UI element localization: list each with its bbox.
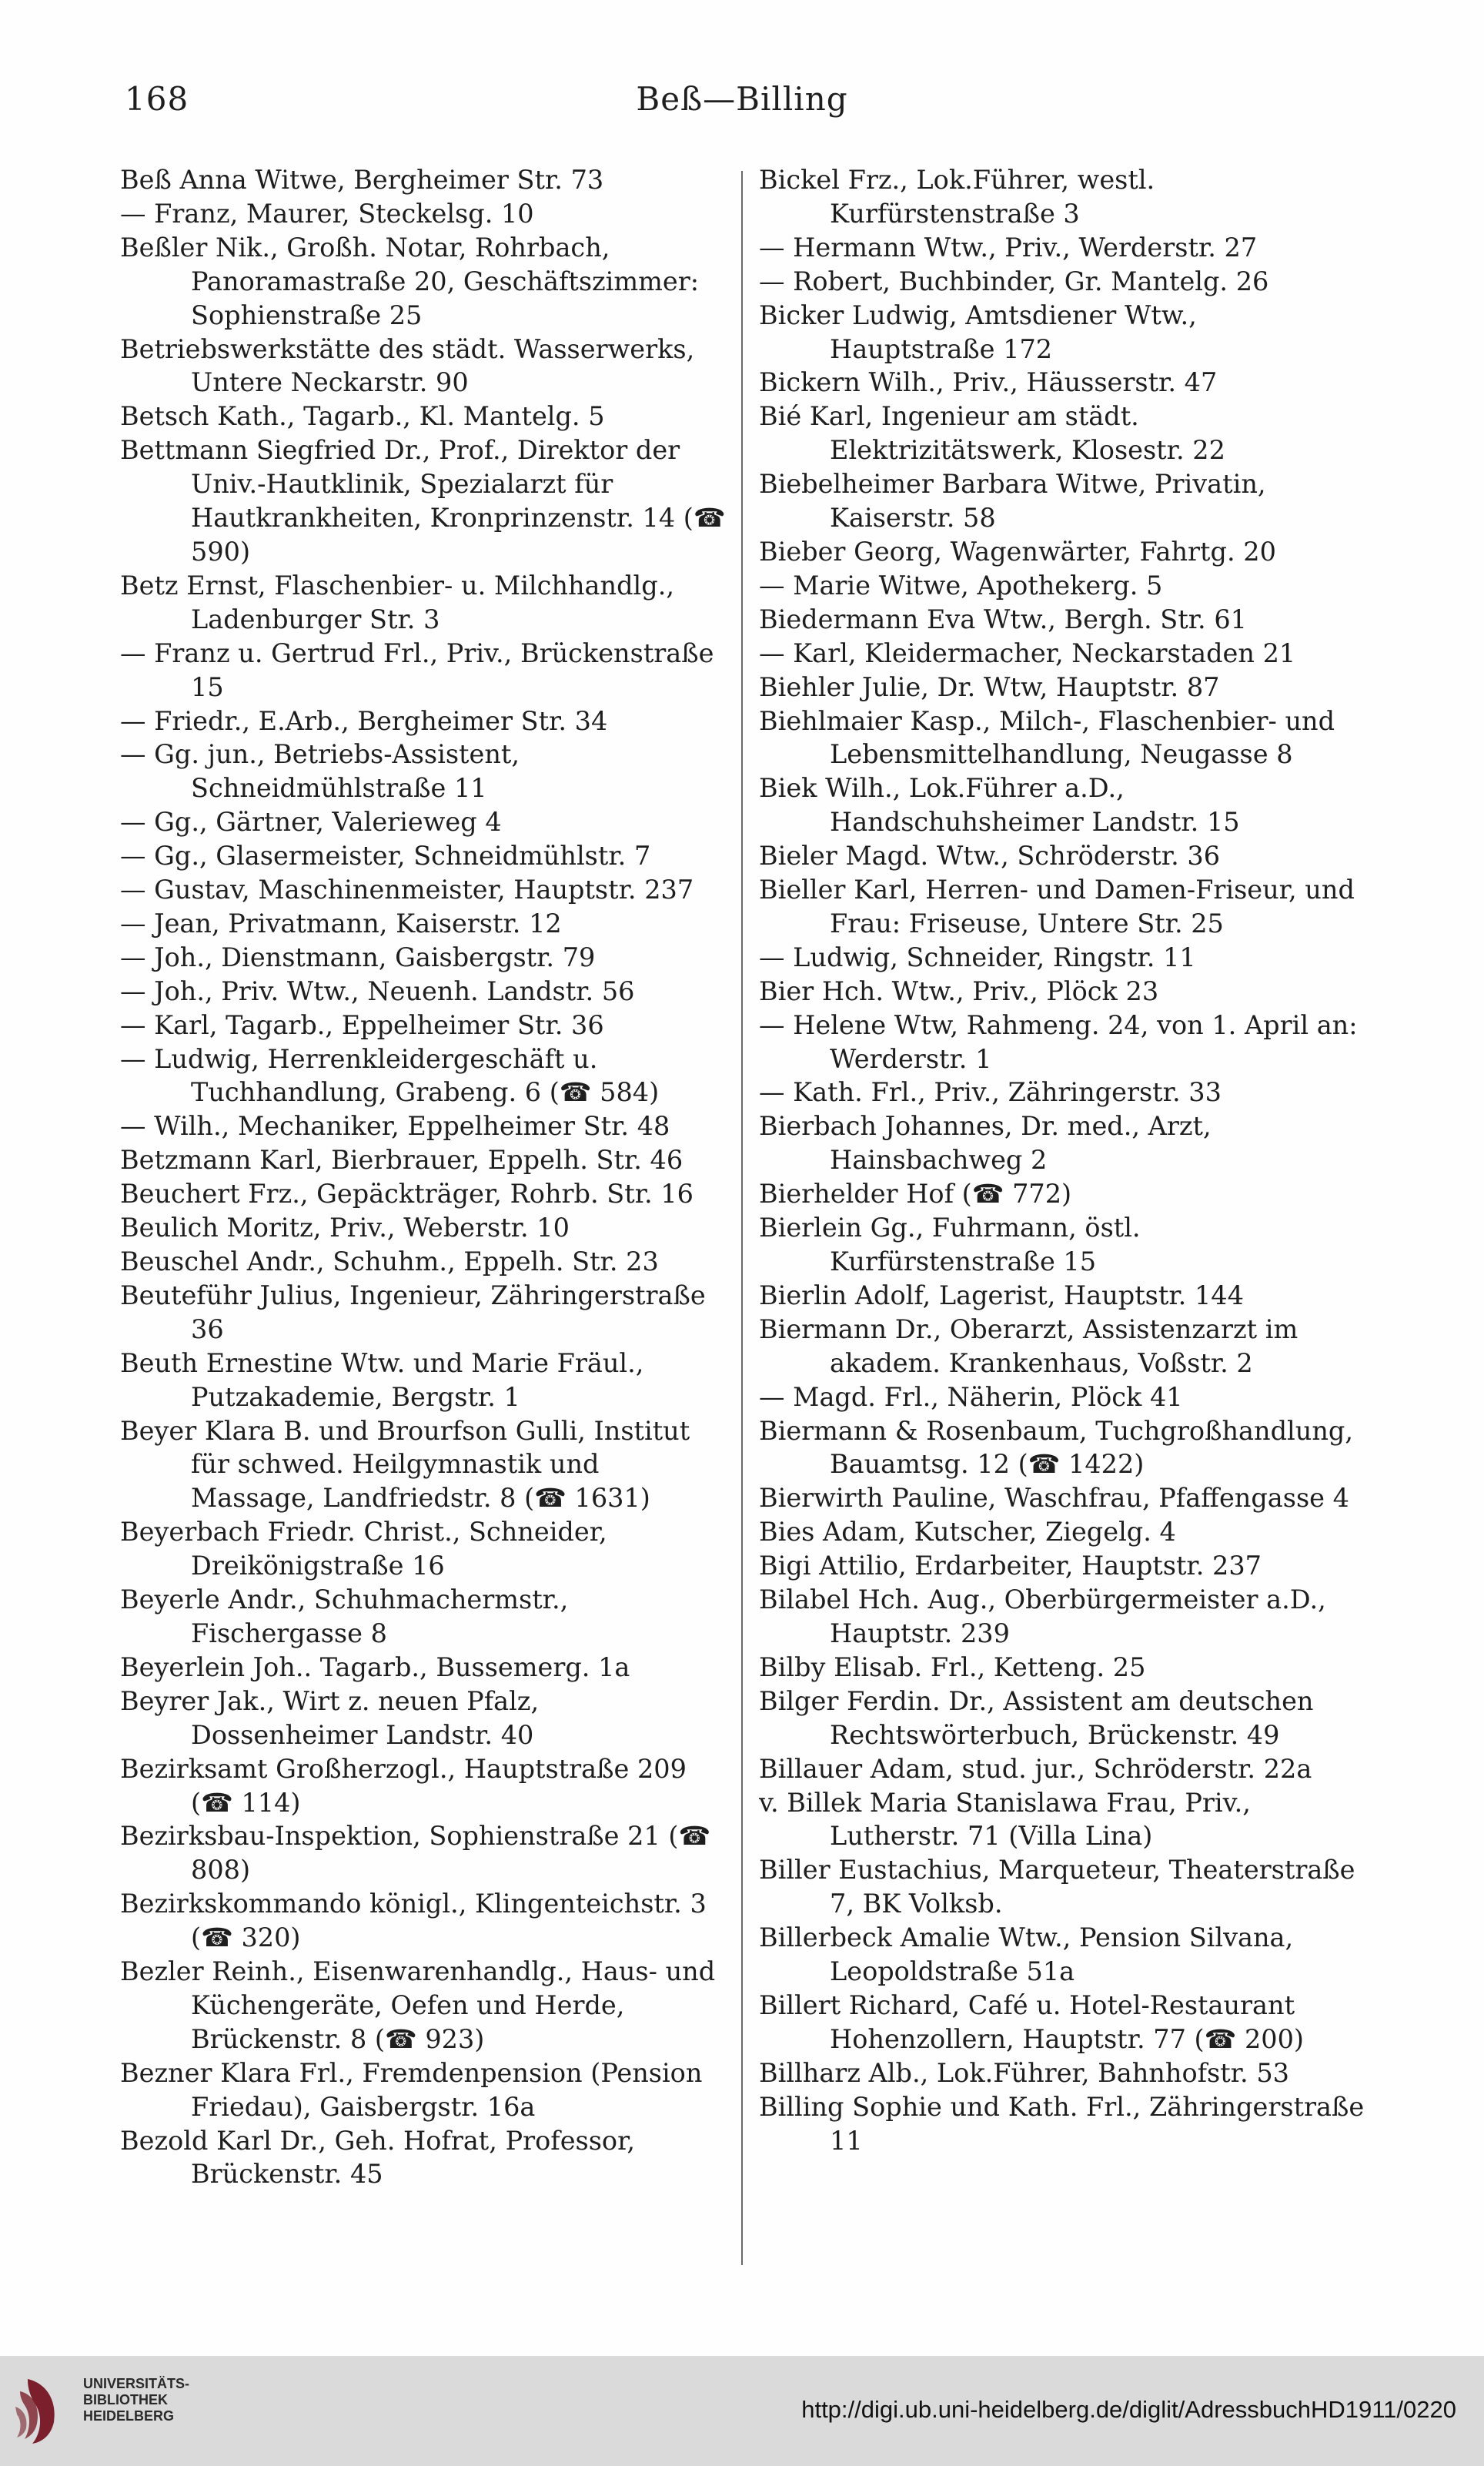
directory-entry: Bier Hch. Wtw., Priv., Plöck 23 <box>759 975 1159 1006</box>
directory-entry: Bieller Karl, Herren- und Damen-Friseur, und Frau: Friseuse, Untere Str. 25 <box>759 875 1355 939</box>
directory-entry: — Franz, Maurer, Steckelsg. 10 <box>120 198 534 229</box>
directory-entry: Bezirksbau-Inspektion, Sophienstraße 21 (☎ 808) <box>120 1821 711 1885</box>
directory-entry: Bierhelder Hof (☎ 772) <box>759 1179 1072 1210</box>
directory-entry: Beyerlein Joh.. Tagarb., Bussemerg. 1a <box>120 1651 630 1682</box>
directory-entry: — Hermann Wtw., Priv., Werderstr. 27 <box>759 232 1258 263</box>
directory-entry: — Magd. Frl., Näherin, Plöck 41 <box>759 1381 1183 1412</box>
directory-entry: v. Billek Maria Stanislawa Frau, Priv., Lutherstr. 71 (Villa Lina) <box>759 1787 1251 1852</box>
directory-entry: Biehler Julie, Dr. Wtw, Hauptstr. 87 <box>759 671 1220 702</box>
directory-entry: Bezold Karl Dr., Geh. Hofrat, Professor, Brückenstr. 45 <box>120 2125 636 2190</box>
directory-entry: — Ludwig, Schneider, Ringstr. 11 <box>759 942 1196 972</box>
directory-entry: Beyer Klara B. und Brourfson Gulli, Institut für schwed. Heilgymnastik und Massage, Landfriedstr. 8 (☎ 1631) <box>120 1415 690 1514</box>
source-url-link[interactable]: http://digi.ub.uni-heidelberg.de/diglit/AdressbuchHD1911/0220 <box>801 2396 1456 2423</box>
directory-entry: Beulich Moritz, Priv., Weberstr. 10 <box>120 1213 570 1243</box>
directory-entry: Betz Ernst, Flaschenbier- u. Milchhandlg., Ladenburger Str. 3 <box>120 570 674 634</box>
directory-entry: Bickel Frz., Lok.Führer, westl. Kurfürstenstraße 3 <box>759 165 1155 229</box>
directory-entry: — Helene Wtw, Rahmeng. 24, von 1. April an: Werderstr. 1 <box>759 1009 1358 1074</box>
directory-entry: — Gg., Gärtner, Valerieweg 4 <box>120 807 502 838</box>
directory-entry: — Joh., Dienstmann, Gaisbergstr. 79 <box>120 942 596 972</box>
directory-entry: Bezirksamt Großherzogl., Hauptstraße 209 (☎ 114) <box>120 1753 687 1818</box>
directory-entry: Bickern Wilh., Priv., Häusserstr. 47 <box>759 367 1218 398</box>
directory-entry: Beuteführ Julius, Ingenieur, Zähringerstraße 36 <box>120 1280 706 1344</box>
left-column <box>120 163 728 2191</box>
directory-entry: Billerbeck Amalie Wtw., Pension Silvana, Leopoldstraße 51a <box>759 1922 1294 1987</box>
directory-entry: Bierbach Johannes, Dr. med., Arzt, Hainsbachweg 2 <box>759 1111 1212 1176</box>
page-number: 168 <box>125 80 189 118</box>
directory-entry: Beyerle Andr., Schuhmachermstr., Fischergasse 8 <box>120 1584 569 1648</box>
directory-entry: — Ludwig, Herrenkleidergeschäft u. Tuchhandlung, Grabeng. 6 (☎ 584) <box>120 1043 660 1108</box>
directory-entry: — Gg. jun., Betriebs-Assistent, Schneidmühlstraße 11 <box>120 739 520 804</box>
directory-entry: Biebelheimer Barbara Witwe, Privatin, Kaiserstr. 58 <box>759 469 1266 534</box>
directory-entry: Beyrer Jak., Wirt z. neuen Pfalz, Dossenheimer Landstr. 40 <box>120 1685 540 1750</box>
institution-line: BIBLIOTHEK <box>83 2392 168 2407</box>
directory-entry: Bié Karl, Ingenieur am städt. Elektrizitätswerk, Klosestr. 22 <box>759 401 1225 466</box>
directory-entry: Beuth Ernestine Wtw. und Marie Fräul., Putzakademie, Bergstr. 1 <box>120 1347 644 1412</box>
directory-entry: — Karl, Kleidermacher, Neckarstaden 21 <box>759 637 1296 668</box>
directory-entry: Betsch Kath., Tagarb., Kl. Mantelg. 5 <box>120 401 605 432</box>
directory-entry: Beß Anna Witwe, Bergheimer Str. 73 <box>120 165 604 195</box>
directory-entry: Bierwirth Pauline, Waschfrau, Pfaffengasse 4 <box>759 1483 1349 1514</box>
directory-entry: Billing Sophie und Kath. Frl., Zähringerstraße 11 <box>759 2091 1365 2156</box>
directory-entry: Beuchert Frz., Gepäckträger, Rohrb. Str. 16 <box>120 1179 694 1210</box>
directory-entry: — Joh., Priv. Wtw., Neuenh. Landstr. 56 <box>120 975 635 1006</box>
page-title: Beß—Billing <box>636 80 848 118</box>
directory-entry: Bicker Ludwig, Amtsdiener Wtw., Hauptstraße 172 <box>759 299 1197 364</box>
directory-entry: Bilabel Hch. Aug., Oberbürgermeister a.D., Hauptstr. 239 <box>759 1584 1326 1648</box>
directory-entry: — Gustav, Maschinenmeister, Hauptstr. 237 <box>120 875 694 905</box>
institution-line: UNIVERSITÄTS- <box>83 2376 190 2391</box>
right-column <box>759 163 1367 2157</box>
directory-entry: Beyerbach Friedr. Christ., Schneider, Dreikönigstraße 16 <box>120 1517 607 1581</box>
directory-entry: Bieler Magd. Wtw., Schröderstr. 36 <box>759 841 1221 872</box>
directory-entry: Betzmann Karl, Bierbrauer, Eppelh. Str. 46 <box>120 1145 684 1176</box>
directory-entry: — Friedr., E.Arb., Bergheimer Str. 34 <box>120 705 608 736</box>
directory-entry: — Gg., Glasermeister, Schneidmühlstr. 7 <box>120 841 651 872</box>
directory-entry: Biedermann Eva Wtw., Bergh. Str. 61 <box>759 604 1247 634</box>
directory-entry: Biller Eustachius, Marqueteur, Theaterstraße 7, BK Volksb. <box>759 1855 1355 1919</box>
directory-entry: Billauer Adam, stud. jur., Schröderstr. 22a <box>759 1753 1312 1784</box>
directory-entry: Billharz Alb., Lok.Führer, Bahnhofstr. 53 <box>759 2057 1289 2088</box>
directory-entry: — Kath. Frl., Priv., Zähringerstr. 33 <box>759 1077 1222 1108</box>
directory-entry: Bezner Klara Frl., Fremdenpension (Pension Friedau), Gaisbergstr. 16a <box>120 2057 703 2122</box>
directory-entry: Beßler Nik., Großh. Notar, Rohrbach, Panoramastraße 20, Geschäftszimmer: Sophienstraße 25 <box>120 232 700 330</box>
directory-entry: Bies Adam, Kutscher, Ziegelg. 4 <box>759 1517 1176 1548</box>
directory-entry: Biermann Dr., Oberarzt, Assistenzarzt im akadem. Krankenhaus, Voßstr. 2 <box>759 1313 1298 1378</box>
directory-entry: Biek Wilh., Lok.Führer a.D., Handschuhsheimer Landstr. 15 <box>759 773 1240 838</box>
directory-entry: Bierlin Adolf, Lagerist, Hauptstr. 144 <box>759 1280 1244 1310</box>
directory-entry: Bettmann Siegfried Dr., Prof., Direktor der Univ.-Hautklinik, Spezialarzt für Hautkrankheiten, Kronprinzenstr. 14 (☎ 590) <box>120 435 726 567</box>
institution-name <box>83 2376 189 2424</box>
directory-entry: Billert Richard, Café u. Hotel-Restaurant Hohenzollern, Hauptstr. 77 (☎ 200) <box>759 1989 1305 2054</box>
directory-entry: — Karl, Tagarb., Eppelheimer Str. 36 <box>120 1009 604 1040</box>
directory-entry: — Jean, Privatmann, Kaiserstr. 12 <box>120 908 562 939</box>
directory-entry: Bezler Reinh., Eisenwarenhandlg., Haus- und Küchengeräte, Oefen und Herde, Brückenstr. 8 (☎ 923) <box>120 1956 716 2054</box>
directory-entry: Bieber Georg, Wagenwärter, Fahrtg. 20 <box>759 536 1276 567</box>
directory-entry: — Marie Witwe, Apothekerg. 5 <box>759 570 1163 601</box>
column-divider <box>741 171 743 2265</box>
directory-entry: Biermann & Rosenbaum, Tuchgroßhandlung, Bauamtsg. 12 (☎ 1422) <box>759 1415 1354 1480</box>
directory-entry: Bilby Elisab. Frl., Ketteng. 25 <box>759 1651 1146 1682</box>
directory-entry: Bilger Ferdin. Dr., Assistent am deutschen Rechtswörterbuch, Brückenstr. 49 <box>759 1685 1314 1750</box>
directory-entry: Beuschel Andr., Schuhm., Eppelh. Str. 23 <box>120 1246 659 1276</box>
directory-entry: Biehlmaier Kasp., Milch-, Flaschenbier- und Lebensmittelhandlung, Neugasse 8 <box>759 705 1335 770</box>
directory-entry: — Wilh., Mechaniker, Eppelheimer Str. 48 <box>120 1111 670 1142</box>
directory-entry: Betriebswerkstätte des städt. Wasserwerks, Untere Neckarstr. 90 <box>120 333 695 398</box>
directory-entry: — Franz u. Gertrud Frl., Priv., Brückenstraße 15 <box>120 637 714 702</box>
directory-entry: — Robert, Buchbinder, Gr. Mantelg. 26 <box>759 266 1269 296</box>
directory-entry: Bigi Attilio, Erdarbeiter, Hauptstr. 237 <box>759 1551 1262 1581</box>
directory-entry: Bezirkskommando königl., Klingenteichstr. 3 (☎ 320) <box>120 1889 707 1953</box>
institution-line: HEIDELBERG <box>83 2408 175 2424</box>
directory-entry: Bierlein Gg., Fuhrmann, östl. Kurfürstenstraße 15 <box>759 1213 1141 1276</box>
